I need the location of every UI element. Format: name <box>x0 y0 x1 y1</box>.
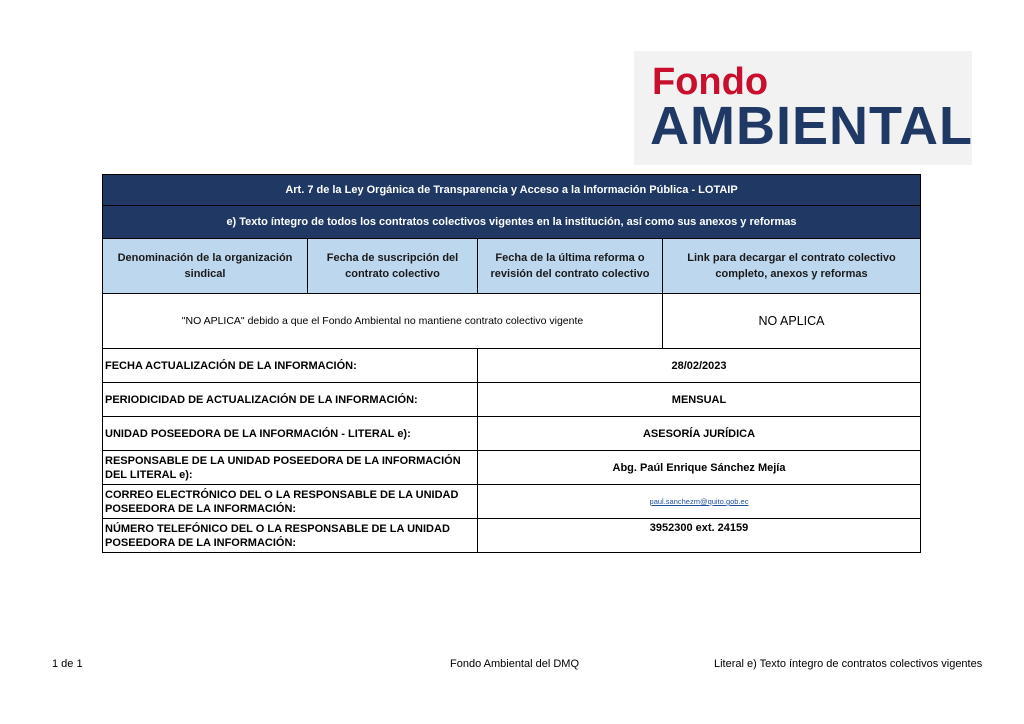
column-header-fecha-reforma: Fecha de la última reforma o revisión del contrato colectivo <box>478 239 663 294</box>
lotaip-table <box>102 174 921 553</box>
unidad-value: ASESORÍA JURÍDICA <box>478 417 921 451</box>
fondo-ambiental-logo <box>634 51 972 165</box>
telefono-value: 3952300 ext. 24159 <box>478 519 921 553</box>
correo-value-cell <box>478 485 921 519</box>
responsable-value: Abg. Paúl Enrique Sánchez Mejía <box>478 451 921 485</box>
footer-page-number: 1 de 1 <box>52 658 83 670</box>
fecha-actualizacion-value: 28/02/2023 <box>478 349 921 383</box>
periodicidad-value: MENSUAL <box>478 383 921 417</box>
unidad-label: UNIDAD POSEEDORA DE LA INFORMACIÓN - LITERAL e): <box>103 417 478 451</box>
telefono-label: NÚMERO TELEFÓNICO DEL O LA RESPONSABLE DE LA UNIDAD POSEEDORA DE LA INFORMACIÓN: <box>103 519 478 553</box>
no-aplica-link-cell: NO APLICA <box>663 294 921 349</box>
logo-line-ambiental: AMBIENTAL <box>650 96 973 156</box>
fecha-actualizacion-label: FECHA ACTUALIZACIÓN DE LA INFORMACIÓN: <box>103 349 478 383</box>
correo-link[interactable]: paul.sanchezm@quito.gob.ec <box>649 497 749 506</box>
correo-label: CORREO ELECTRÓNICO DEL O LA RESPONSABLE DE LA UNIDAD POSEEDORA DE LA INFORMACIÓN: <box>103 485 478 519</box>
column-header-fecha-suscripcion: Fecha de suscripción del contrato colectivo <box>308 239 478 294</box>
no-aplica-note: "NO APLICA" debido a que el Fondo Ambiental no mantiene contrato colectivo vigente <box>103 294 663 349</box>
responsable-label: RESPONSABLE DE LA UNIDAD POSEEDORA DE LA INFORMACIÓN DEL LITERAL e): <box>103 451 478 485</box>
logo-line-fondo: Fondo <box>652 61 769 103</box>
table-title: Art. 7 de la Ley Orgánica de Transparencia y Acceso a la Información Pública - LOTAIP <box>103 175 921 206</box>
periodicidad-label: PERIODICIDAD DE ACTUALIZACIÓN DE LA INFORMACIÓN: <box>103 383 478 417</box>
column-header-link: Link para decargar el contrato colectivo completo, anexos y reformas <box>663 239 921 294</box>
column-header-organizacion: Denominación de la organización sindical <box>103 239 308 294</box>
footer-center: Fondo Ambiental del DMQ <box>450 658 580 670</box>
table-subtitle: e) Texto íntegro de todos los contratos colectivos vigentes en la institución, así como sus anexos y reformas <box>103 206 921 239</box>
footer-right: Literal e) Texto íntegro de contratos colectivos vigentes <box>714 658 983 670</box>
